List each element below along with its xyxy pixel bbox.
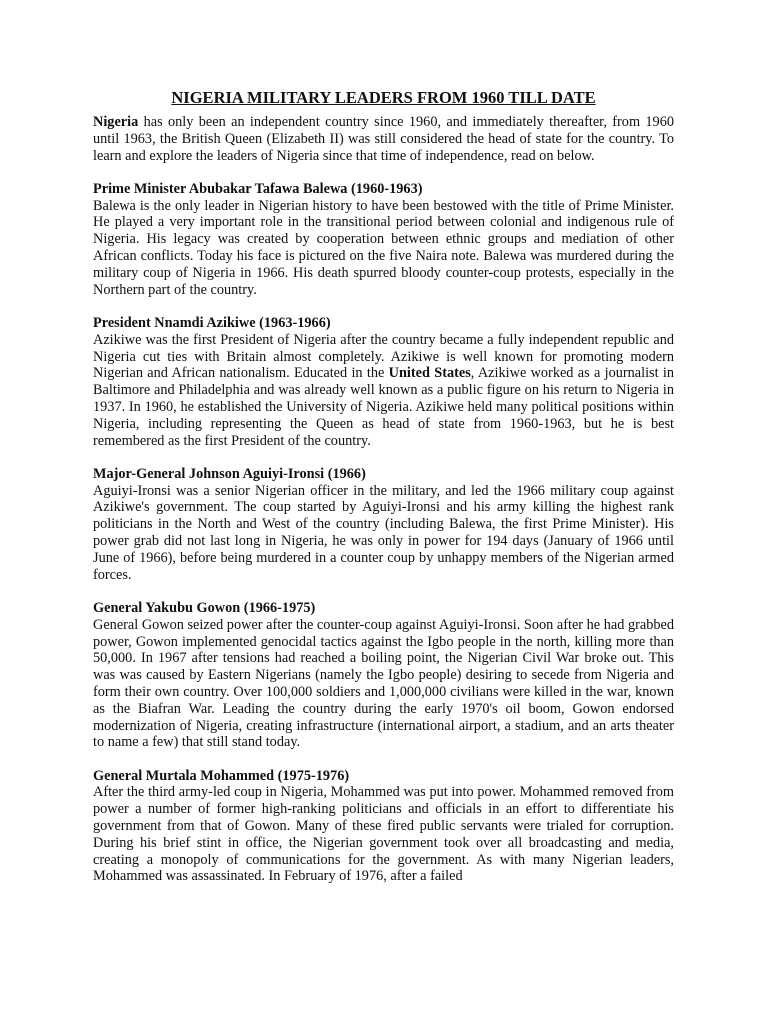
section-aguiyi-ironsi: [93, 466, 674, 584]
section-balewa: [93, 181, 674, 299]
intro-section: [93, 114, 674, 164]
section-azikiwe: [93, 315, 674, 449]
section-heading: President Nnamdi Azikiwe (1963-1966): [93, 314, 331, 331]
section-heading: Prime Minister Abubakar Tafawa Balewa (1960-1963): [93, 180, 423, 197]
section-heading: General Murtala Mohammed (1975-1976): [93, 767, 350, 784]
document-title: NIGERIA MILITARY LEADERS FROM 1960 TILL DATE: [171, 88, 596, 107]
section-body: Balewa is the only leader in Nigerian history to have been bestowed with the title of Prime Minister. He played a very important role in the transitional period between colonial and indigenous rule of Nigeria. His legacy was created by cooperation between ethnic groups and mediation of other African conflicts. Today his face is pictured on the five Naira note. Balewa was murdered during the military coup of Nigeria in 1966. His death spurred bloody counter-coup protests, especially in the Northern part of the country.: [93, 197, 674, 298]
intro-lead-bold: Nigeria: [93, 114, 139, 130]
section-body-after: , Azikiwe worked as a journalist in Baltimore and Philadelphia and was already well known as a public figure on his return to Nigeria in 1937. In 1960, he established the University of Nigeria. Azikiwe held many political positions within Nigeria, including representing the Queen as head of state from 1960-1963, but he is best remembered as the first President of the country.: [93, 365, 675, 449]
section-mohammed: [93, 768, 674, 886]
document-page: [93, 88, 674, 902]
united-states-bold: United States: [388, 365, 471, 382]
section-body: General Gowon seized power after the counter-coup against Aguiyi-Ironsi. Soon after he had grabbed power, Gowon implemented genocidal tactics against the Igbo people in the north, killing more than 50,000. In 1967 after tensions had reached a boiling point, the Nigerian Civil War broke out. This was was caused by Eastern Nigerians (namely the Igbo people) desiring to secede from Nigeria and form their own country. Over 100,000 soldiers and 1,000,000 civilians were killed in the war, known as the Biafran War. Leading the country during the early 1970's oil boom, Gowon endorsed modernization of Nigeria, creating infrastructure (international airport, a stadium, and an arts theater to name a few) that still stand today.: [93, 616, 674, 751]
section-body-before: Azikiwe was the first President of Nigeria after the country became a fully independent republic and Nigeria cut ties with Britain almost completely. Azikiwe is well known for promoting modern Nigerian and African nationalism. Educated in the: [93, 331, 674, 382]
section-heading: General Yakubu Gowon (1966-1975): [93, 599, 316, 616]
section-heading: Major-General Johnson Aguiyi-Ironsi (1966): [93, 465, 366, 482]
section-body: Aguiyi-Ironsi was a senior Nigerian officer in the military, and led the 1966 military coup against Azikiwe's government. The coup started by Aguiyi-Ironsi and his army killing the highest rank politicians in the North and West of the country (including Balewa, the first Prime Minister). His power grab did not last long in Nigeria, he was only in power for 194 days (January of 1966 until June of 1966), before being murdered in a counter coup by unhappy members of the Nigerian armed forces.: [93, 482, 674, 583]
section-body: After the third army-led coup in Nigeria, Mohammed was put into power. Mohammed removed from power a number of former high-ranking politicians and officials in an effort to differentiate his government from that of Gowon. Many of these fired public servants were trialed for corruption. During his brief stint in office, the Nigerian government took over all broadcasting and media, creating a monopoly of communications for the government. As with many Nigerian leaders, Mohammed was assassinated. In February of 1976, after a failed: [93, 784, 674, 885]
section-gowon: [93, 600, 674, 751]
intro-text: has only been an independent country since 1960, and immediately thereafter, from 1960 until 1963, the British Queen (Elizabeth II) was still considered the head of state for the country. To learn and explore the leaders of Nigeria since that time of independence, read on below.: [93, 114, 674, 164]
section-body: [93, 332, 674, 450]
intro-paragraph: [93, 114, 674, 164]
